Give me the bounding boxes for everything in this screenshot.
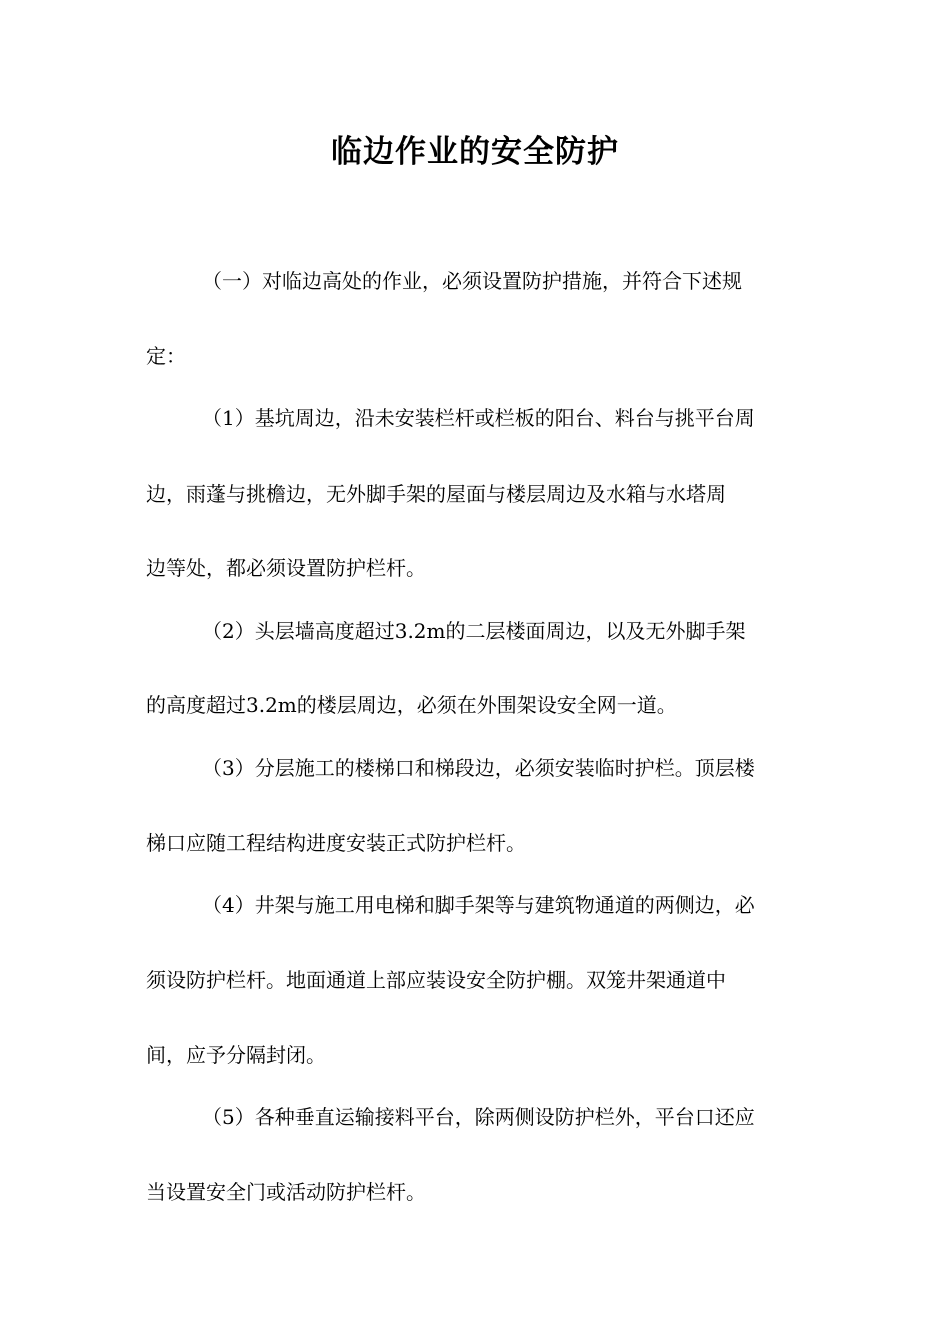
paragraph-1-line-2: 定：	[146, 344, 186, 368]
item-4-line-1: （4）井架与施工用电梯和脚手架等与建筑物通道的两侧边，必	[202, 893, 755, 917]
item-3-line-2: 梯口应随工程结构进度安装正式防护栏杆。	[146, 831, 526, 855]
paragraph-1-line-1: （一）对临边高处的作业，必须设置防护措施，并符合下述规	[202, 269, 742, 293]
item-4-line-2: 须设防护栏杆。地面通道上部应装设安全防护棚。双笼井架通道中	[146, 968, 726, 992]
item-5-line-2: 当设置安全门或活动防护栏杆。	[146, 1180, 426, 1204]
item-1-line-3: 边等处，都必须设置防护栏杆。	[146, 556, 426, 580]
document-title: 临边作业的安全防护	[331, 134, 619, 170]
item-2-line-1: （2）头层墙高度超过3.2m的二层楼面周边，以及无外脚手架	[202, 619, 746, 643]
item-1-line-2: 边，雨蓬与挑檐边，无外脚手架的屋面与楼层周边及水箱与水塔周	[146, 482, 726, 506]
item-4-line-3: 间，应予分隔封闭。	[146, 1043, 326, 1067]
item-5-line-1: （5）各种垂直运输接料平台，除两侧设防护栏外，平台口还应	[202, 1105, 755, 1129]
item-1-line-1: （1）基坑周边，沿未安装栏杆或栏板的阳台、料台与挑平台周	[202, 406, 755, 430]
item-2-line-2: 的高度超过3.2m的楼层周边，必须在外围架设安全网一道。	[146, 693, 677, 717]
item-3-line-1: （3）分层施工的楼梯口和梯段边，必须安装临时护栏。顶层楼	[202, 756, 755, 780]
